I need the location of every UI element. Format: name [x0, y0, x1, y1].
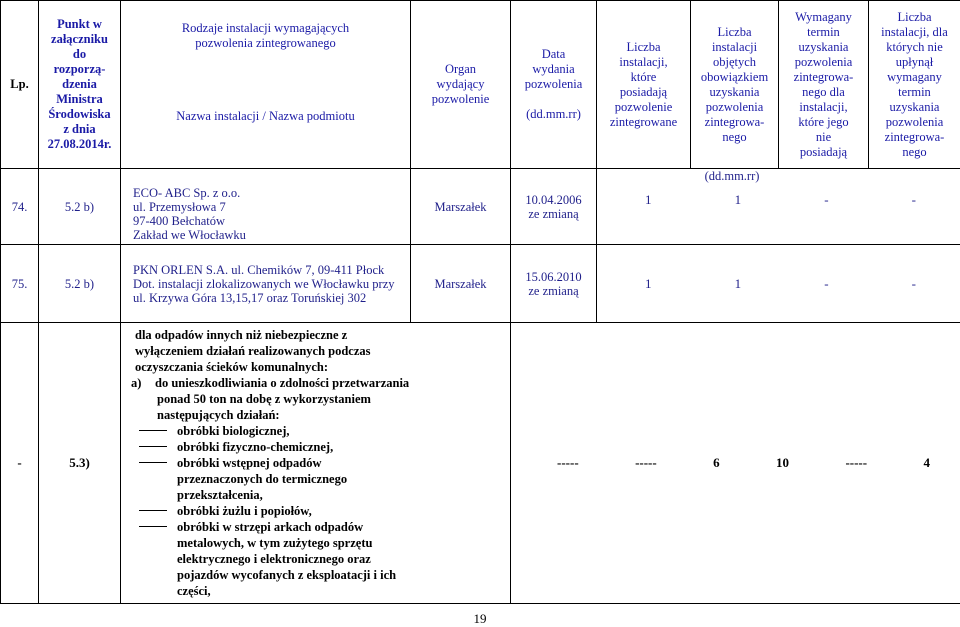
list-item: obróbki wstępnej odpadów przeznaczonych do termicznego przekształcenia, [131, 455, 506, 503]
row-counts [597, 245, 960, 323]
list-item: obróbki fizyczno-chemicznej, [131, 439, 506, 455]
header-data: Data wydania pozwolenia (dd.mm.rr) [511, 1, 597, 169]
section-description: dla odpadów innych niż niebezpieczne z wyłączeniem działań realizowanych podczas oczyszczania ścieków komunalnych: a) do unieszkodliwiania o zdolności przetwarzania ponad 50 ton na dobę z wykorzystaniem następujących działań: obróbki biologicznej, obróbki fizyczno-chemicznej, obróbki wstępnej odpadów przeznaczonych do termicznego przekształcenia, obróbki żużlu i popiołów, obróbki w strzępi arkach odpadów metalowych, w tym zużytego sprzętu elektrycznego i elektronicznego oraz pojazdów wycofanych z eksploatacji i ich części, [121, 323, 511, 604]
row-nazwa: ECO- ABC Sp. z o.o. ul. Przemysłowa 7 97-400 Bełchatów Zakład we Włocławku [121, 169, 411, 245]
header-liczba-posiadajacych: Liczba instalacji, które posiadają pozwolenie zintegrowane [597, 1, 691, 169]
row-data: 10.04.2006 ze zmianą [511, 169, 597, 245]
header-liczba-objetych: Liczba instalacji objętych obowiązkiem uzyskania pozwolenia zintegrowa- nego [691, 1, 779, 169]
section-punkt: 5.3) [39, 323, 121, 604]
page-number: 19 [0, 611, 960, 627]
section-row [1, 323, 960, 604]
row-counts [597, 169, 960, 245]
row-counts-values: 1 1 - - [597, 193, 960, 207]
row-lp: 75. [1, 245, 39, 323]
table-row [1, 245, 960, 323]
row-lp: 74. [1, 169, 39, 245]
section-counts [511, 323, 960, 604]
section-a: a) do unieszkodliwiania o zdolności przetwarzania [131, 375, 506, 391]
header-liczba-nieuplynal: Liczba instalacji, dla których nie upłynął wymagany termin uzyskania pozwolenia zintegrowa- nego [869, 1, 960, 169]
row-termin-unit: (dd.mm.rr) [687, 169, 777, 183]
list-item: obróbki biologicznej, [131, 423, 506, 439]
list-item: obróbki żużlu i popiołów, [131, 503, 506, 519]
list-item: obróbki w strzępi arkach odpadów metalowych, w tym zużytego sprzętu elektrycznego i elektronicznego oraz pojazdów wycofanych z eksploatacji i ich części, [131, 519, 506, 599]
table-row [1, 169, 960, 245]
section-intro: dla odpadów innych niż niebezpieczne z wyłączeniem działań realizowanych podczas oczyszczania ścieków komunalnych: [131, 327, 407, 375]
header-organ: Organ wydający pozwolenie [411, 1, 511, 169]
row-punkt: 5.2 b) [39, 245, 121, 323]
header-nazwa: Nazwa instalacji / Nazwa podmiotu [123, 109, 408, 124]
section-lp: - [1, 323, 39, 604]
row-counts-values: 1 1 - - [597, 277, 960, 291]
section-count-values: ----- ----- 6 10 ----- 4 [511, 455, 960, 471]
header-rodzaje: Rodzaje instalacji wymagających pozwolenia zintegrowanego Nazwa instalacji / Nazwa podmiotu [121, 1, 411, 169]
row-data: 15.06.2010 ze zmianą [511, 245, 597, 323]
row-organ: Marszałek [411, 245, 511, 323]
row-nazwa: PKN ORLEN S.A. ul. Chemików 7, 09-411 Płock Dot. instalacji zlokalizowanych we Włocławku przy ul. Krzywa Góra 13,15,17 oraz Toruńskiej 302 [121, 245, 411, 323]
header-wymagany-termin: Wymagany termin uzyskania pozwolenia zintegrowa- nego dla instalacji, które jego nie posiadają [779, 1, 869, 169]
row-punkt: 5.2 b) [39, 169, 121, 245]
row-organ: Marszałek [411, 169, 511, 245]
header-row [1, 1, 960, 169]
header-punkt: Punkt w załączniku do rozporzą- dzenia Ministra Środowiska z dnia 27.08.2014r. [39, 1, 121, 169]
header-lp: Lp. [1, 1, 39, 169]
